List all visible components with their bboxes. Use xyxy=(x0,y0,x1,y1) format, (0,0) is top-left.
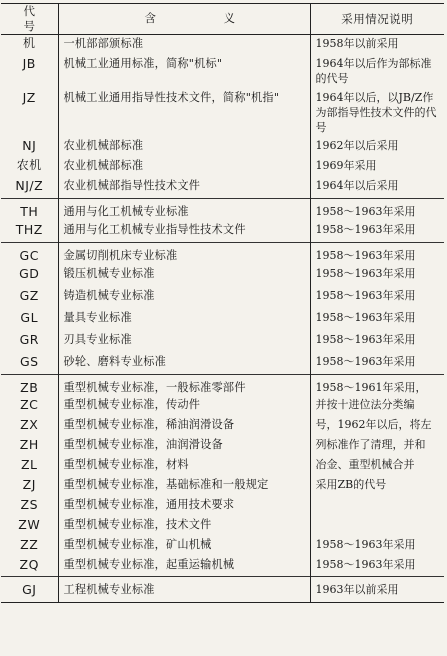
table-row xyxy=(1,157,444,177)
code-cell: ZW xyxy=(18,517,41,532)
table-row xyxy=(1,309,444,331)
meaning-cell: 农业机械部标准 xyxy=(58,137,310,157)
meaning-cell: 机械工业通用指导性技术文件，简称"机指" xyxy=(58,89,310,137)
code-cell: JZ xyxy=(22,89,36,105)
meaning-cell: 重型机械专业标准，技术文件 xyxy=(58,516,310,536)
table-body xyxy=(1,35,444,603)
meaning-cell: 农业机械部标准 xyxy=(58,157,310,177)
remark-cell: 1962年以后采用 xyxy=(310,137,444,157)
code-cell: NJ/Z xyxy=(15,177,44,193)
table-row xyxy=(1,416,444,436)
meaning-cell: 刃具专业标准 xyxy=(58,331,310,353)
header-meaning-right: 义 xyxy=(223,11,237,25)
code-cell: GC xyxy=(1,243,58,265)
table-row xyxy=(1,177,444,199)
meaning-cell: 重型机械专业标准，基础标准和一般规定 xyxy=(58,476,310,496)
meaning-cell: 机械工业通用标准，简称"机标" xyxy=(58,55,310,89)
code-cell: ZB xyxy=(1,375,58,397)
table-row xyxy=(1,353,444,375)
table-row xyxy=(1,556,444,576)
meaning-cell: 一机部部颁标准 xyxy=(58,35,310,55)
remark-cell: 1964年以后，以JB/Z作为部指导性技术文件的代号 xyxy=(310,89,444,137)
meaning-cell: 农业机械部指导性技术文件 xyxy=(58,177,310,199)
table-row xyxy=(1,55,444,89)
remark-cell: 1958～1963年采用 xyxy=(310,536,444,556)
meaning-cell: 重型机械专业标准，传动件 xyxy=(58,396,310,416)
code-cell: ZL xyxy=(20,457,38,472)
remark-cell: 1958～1963年采用 xyxy=(310,556,444,576)
code-cell: THZ xyxy=(15,221,43,237)
meaning-cell: 重型机械专业标准，通用技术要求 xyxy=(58,496,310,516)
code-cell: JB xyxy=(22,55,36,71)
code-cell: ZH xyxy=(19,437,39,452)
meaning-cell: 重型机械专业标准，材料 xyxy=(58,456,310,476)
remark-cell xyxy=(310,496,444,516)
code-cell: ZS xyxy=(20,497,38,512)
code-cell: 机 xyxy=(22,36,36,50)
code-cell: ZJ xyxy=(22,477,36,492)
meaning-cell: 金属切削机床专业标准 xyxy=(58,243,310,265)
table-row xyxy=(1,137,444,157)
table-row xyxy=(1,221,444,243)
table-row xyxy=(1,265,444,287)
remark-cell xyxy=(310,516,444,536)
remark-cell: 并按十进位法分类编 xyxy=(310,396,444,416)
table-row xyxy=(1,199,444,221)
code-cell: TH xyxy=(1,199,58,221)
header-code: 代 号 xyxy=(1,4,58,35)
code-cell: NJ xyxy=(22,137,37,153)
remark-cell: 1958～1963年采用 xyxy=(310,309,444,331)
code-cell: 农机 xyxy=(16,157,42,172)
table-row xyxy=(1,476,444,496)
table-row xyxy=(1,331,444,353)
header-remark: 采用情况说明 xyxy=(310,4,444,35)
meaning-cell: 重型机械专业标准，起重运输机械 xyxy=(58,556,310,576)
meaning-cell: 通用与化工机械专业指导性技术文件 xyxy=(58,221,310,243)
table-row xyxy=(1,375,444,397)
table-row xyxy=(1,456,444,476)
remark-cell: 列标准作了清理，并和 xyxy=(310,436,444,456)
table-header-row xyxy=(1,4,444,35)
code-cell: GD xyxy=(19,265,40,281)
remark-cell: 1958～1963年采用 xyxy=(310,265,444,287)
meaning-cell: 砂轮、磨料专业标准 xyxy=(58,353,310,375)
code-cell: GL xyxy=(20,309,39,325)
meaning-cell: 重型机械专业标准，一般标准零部件 xyxy=(58,375,310,397)
table-row xyxy=(1,516,444,536)
remark-cell: 1964年以后作为部标准的代号 xyxy=(310,55,444,89)
table-row xyxy=(1,496,444,516)
table-row xyxy=(1,35,444,55)
table-row xyxy=(1,436,444,456)
meaning-cell: 重型机械专业标准，矿山机械 xyxy=(58,536,310,556)
remark-cell: 1958～1963年采用 xyxy=(310,199,444,221)
header-meaning-left: 含 xyxy=(144,11,158,25)
remark-cell: 采用ZB的代号 xyxy=(310,476,444,496)
remark-cell: 号，1962年以后，将左 xyxy=(310,416,444,436)
code-cell: GJ xyxy=(1,576,58,602)
code-cell: ZQ xyxy=(19,557,39,572)
standard-codes-table xyxy=(1,3,444,603)
remark-cell: 1958～1963年采用 xyxy=(310,353,444,375)
code-cell: GR xyxy=(19,331,39,347)
table-row xyxy=(1,536,444,556)
table-row xyxy=(1,576,444,602)
remark-cell: 冶金、重型机械合并 xyxy=(310,456,444,476)
code-cell: GS xyxy=(19,353,39,369)
remark-cell: 1969年采用 xyxy=(310,157,444,177)
remark-cell: 1964年以后采用 xyxy=(310,177,444,199)
meaning-cell: 铸造机械专业标准 xyxy=(58,287,310,309)
remark-cell: 1958～1961年采用， xyxy=(310,375,444,397)
meaning-cell: 锻压机械专业标准 xyxy=(58,265,310,287)
remark-cell: 1958～1963年采用 xyxy=(310,287,444,309)
code-cell: ZX xyxy=(20,417,39,432)
table-row xyxy=(1,89,444,137)
meaning-cell: 通用与化工机械专业标准 xyxy=(58,199,310,221)
meaning-cell: 工程机械专业标准 xyxy=(58,576,310,602)
remark-cell: 1958～1963年采用 xyxy=(310,331,444,353)
table-row xyxy=(1,287,444,309)
code-cell: ZZ xyxy=(20,537,39,552)
meaning-cell: 重型机械专业标准，油润滑设备 xyxy=(58,436,310,456)
meaning-cell: 重型机械专业标准，稀油润滑设备 xyxy=(58,416,310,436)
remark-cell: 1958～1963年采用 xyxy=(310,221,444,243)
remark-cell: 1963年以前采用 xyxy=(310,576,444,602)
remark-cell: 1958年以前采用 xyxy=(310,35,444,55)
code-cell: GZ xyxy=(19,287,39,303)
table-row xyxy=(1,243,444,265)
code-cell: ZC xyxy=(20,397,39,412)
header-meaning xyxy=(58,4,310,35)
table-row xyxy=(1,396,444,416)
remark-cell: 1958～1963年采用 xyxy=(310,243,444,265)
meaning-cell: 量具专业标准 xyxy=(58,309,310,331)
